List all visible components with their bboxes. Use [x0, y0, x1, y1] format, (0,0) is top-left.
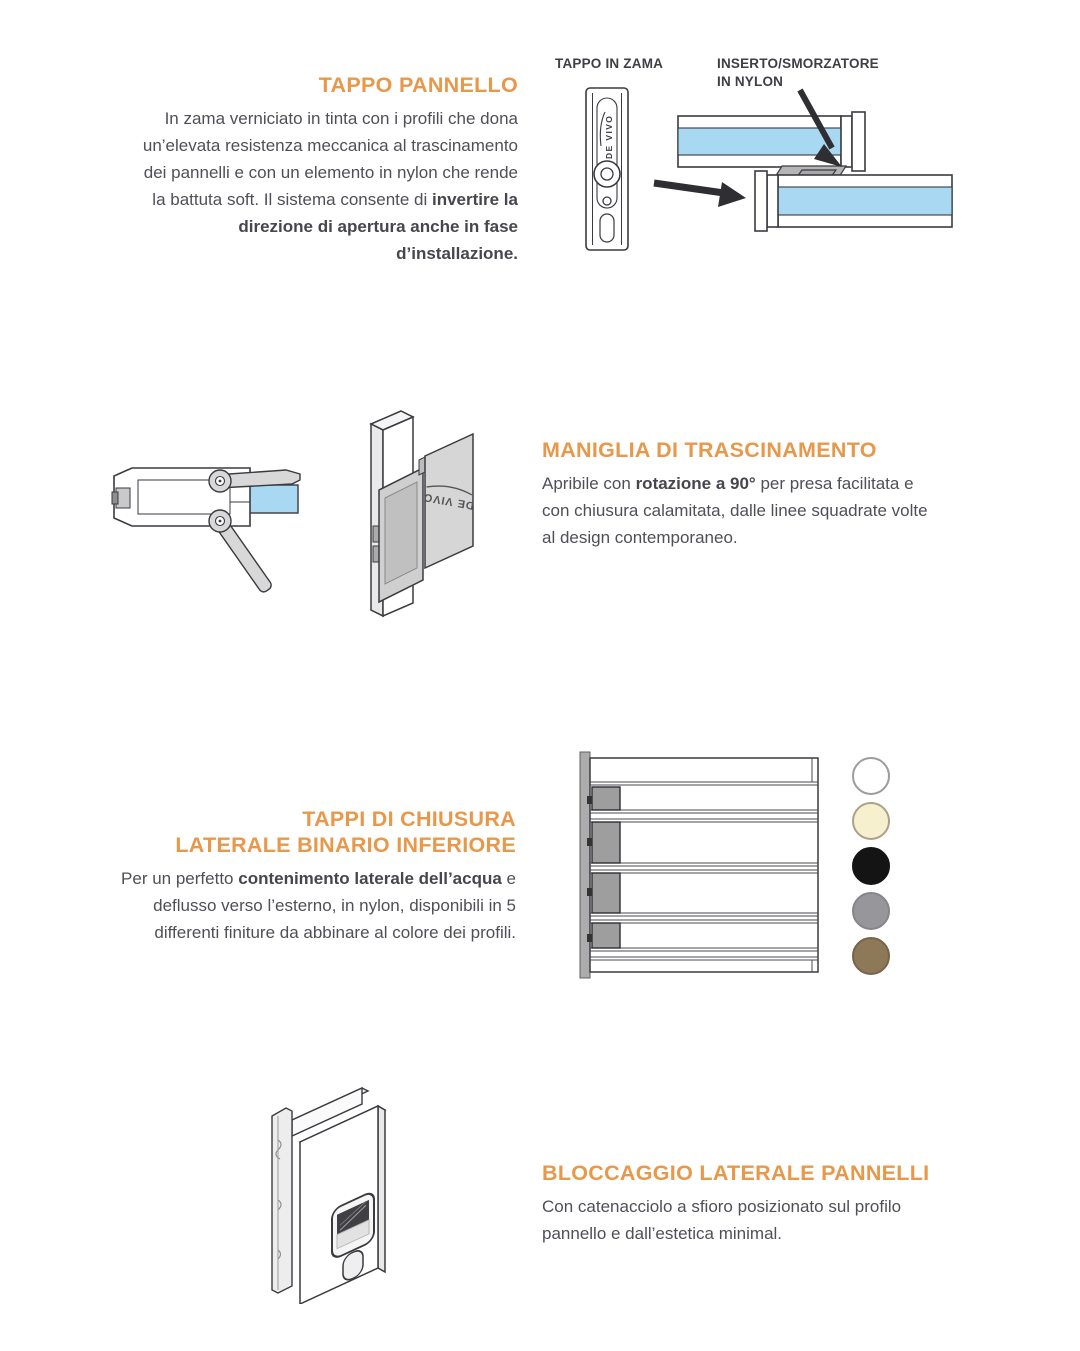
section-tappi-text	[112, 806, 516, 946]
section-title: TAPPO PANNELLO	[318, 73, 518, 97]
glass-panel	[248, 485, 298, 513]
swatch-grigio	[851, 891, 891, 931]
section-title: MANIGLIA DI TRASCINAMENTO	[542, 438, 877, 462]
section-body: Per un perfetto contenimento laterale dell’acqua e deflusso verso l’esterno, in nylon, disponibili in 5 differenti finiture da abbinare al colore dei profili.	[121, 869, 516, 942]
section-maniglia-text	[542, 437, 940, 551]
lower-panel	[755, 171, 952, 231]
swatch-nero	[851, 846, 891, 886]
track-body	[590, 758, 818, 972]
section-bloccaggio-text	[542, 1160, 932, 1247]
label-tappo-in-zama: TAPPO IN ZAMA	[555, 56, 664, 71]
brand-logo-text: DE VIVO	[604, 114, 614, 159]
section-body: In zama verniciato in tinta con i profili che dona un’elevata resistenza meccanica al trascinamento dei pannelli e con un elemento in nylon che rende la battuta soft. Il sistema consente di invertire la direzione di apertura anche in fase d’installazione.	[142, 109, 518, 263]
handle-3d-drawing	[343, 398, 483, 624]
swatch-bianco	[851, 756, 891, 796]
section-body: Con catenacciolo a sfioro posizionato sul profilo pannello e dall’estetica minimal.	[542, 1197, 902, 1243]
panel-latch-drawing	[266, 1080, 400, 1304]
handle-cross-section-drawing	[100, 450, 305, 595]
panel-junction-drawing	[650, 88, 962, 240]
section-body: Apribile con rotazione a 90° per presa facilitata e con chiusura calamitata, dalle linee squadrate volte al design contemporaneo.	[542, 474, 928, 547]
section-title: BLOCCAGGIO LATERALE PANNELLI	[542, 1161, 930, 1185]
swatch-avorio	[851, 801, 891, 841]
panel-cap-drawing	[584, 86, 630, 252]
section-title: TAPPI DI CHIUSURA LATERALE BINARIO INFERIORE	[175, 807, 516, 857]
finish-swatches	[851, 756, 891, 976]
section-tappo-pannello-text	[126, 72, 518, 267]
track-side-rail	[580, 752, 590, 978]
swatch-marrone	[851, 936, 891, 976]
svg-text:DE VIVO: DE VIVO	[422, 490, 475, 512]
label-inserto-smorzatore: INSERTO/SMORZATORE IN NYLON	[717, 56, 879, 89]
lower-track-drawing	[578, 748, 822, 982]
